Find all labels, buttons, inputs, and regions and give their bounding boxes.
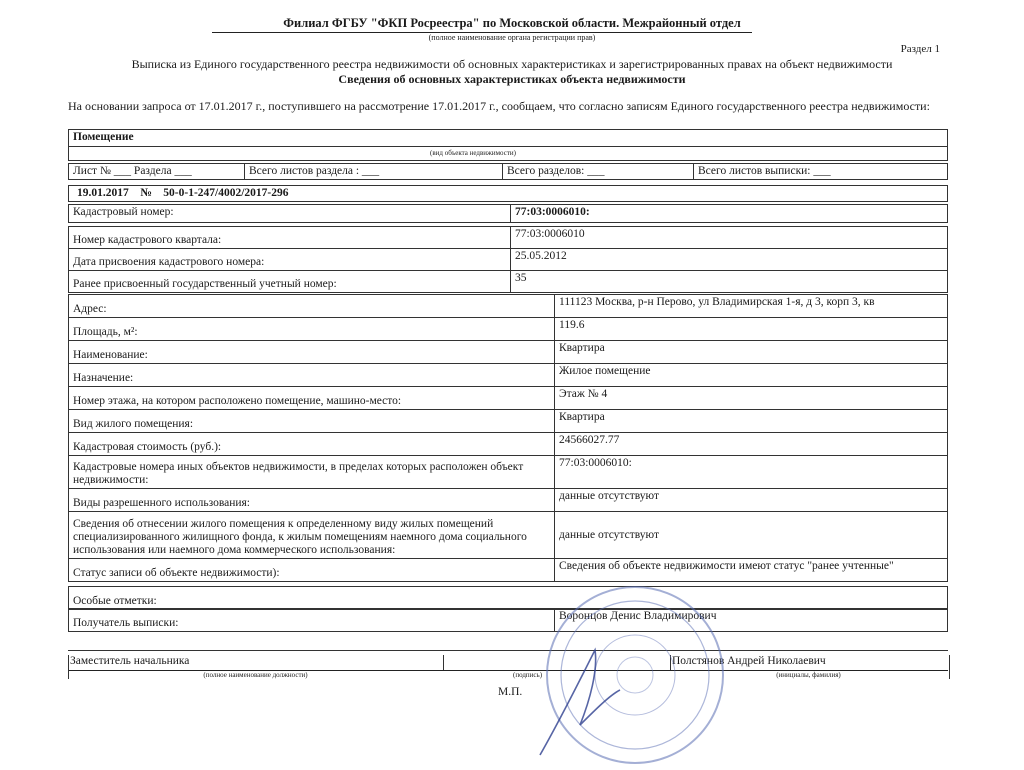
cadastral-number-block — [68, 204, 948, 223]
row-label: Статус записи об объекте недвижимости): — [69, 559, 555, 582]
position-caption: (полное наименование должности) — [203, 671, 308, 679]
row-label: Номер кадастрового квартала: — [69, 227, 511, 249]
sheet-number: Лист № ___ Раздела ___ — [69, 164, 245, 180]
row-value: данные отсутствуют — [555, 489, 948, 512]
row-label: Площадь, м²: — [69, 318, 555, 341]
object-type: Помещение — [69, 130, 948, 147]
row-label: Адрес: — [69, 295, 555, 318]
row-label: Назначение: — [69, 364, 555, 387]
notes-block — [68, 586, 948, 610]
row-label: Дата присвоения кадастрового номера: — [69, 249, 511, 271]
signature-frame — [68, 655, 950, 679]
row-label: Сведения об отнесении жилого помещения к определенному виду жилых помещений специализированного жилищного фонда, к жилым помещениям наемного дома социального использования или наемного дома коммерческого использования: — [69, 512, 555, 559]
total-sheets-section: Всего листов раздела : ___ — [245, 164, 503, 180]
signature-top-line — [68, 650, 948, 651]
section-label: Раздел 1 — [900, 43, 940, 55]
row-value: 77:03:0006010 — [511, 227, 948, 249]
row-label: Виды разрешенного использования: — [69, 489, 555, 512]
total-sections: Всего разделов: ___ — [503, 164, 694, 180]
row-value: Сведения об объекте недвижимости имеют статус "ранее учтенные" — [555, 559, 948, 582]
doc-number-row — [68, 185, 948, 202]
recipient-label: Получатель выписки: — [69, 609, 555, 632]
extract-subtitle: Сведения об основных характеристиках объекта недвижимости — [338, 72, 686, 86]
row-value: Этаж № 4 — [555, 387, 948, 410]
notes-label: Особые отметки: — [69, 587, 948, 610]
row-value: 24566027.77 — [555, 433, 948, 456]
row-value: 35 — [511, 271, 948, 293]
row-value: 77:03:0006010: — [555, 456, 948, 489]
row-value: Жилое помещение — [555, 364, 948, 387]
row-value: данные отсутствуют — [555, 512, 948, 559]
signer-position: Заместитель начальника — [70, 655, 190, 667]
row-label: Вид жилого помещения: — [69, 410, 555, 433]
recipient-block — [68, 608, 948, 632]
row-label: Ранее присвоенный государственный учетный номер: — [69, 271, 511, 293]
characteristics-block — [68, 294, 948, 582]
row-value: 111123 Москва, р-н Перово, ул Владимирская 1-я, д 3, корп 3, кв — [555, 295, 948, 318]
quarter-block — [68, 226, 948, 293]
object-type-caption-cell — [69, 147, 948, 161]
row-label: Кадастровые номера иных объектов недвижимости, в пределах которых расположен объект недвижимости: — [69, 456, 555, 489]
row-label: Кадастровый номер: — [69, 205, 511, 223]
row-label: Номер этажа, на котором расположено помещение, машино-место: — [69, 387, 555, 410]
row-value: Квартира — [555, 341, 948, 364]
row-value: 119.6 — [555, 318, 948, 341]
row-value: Квартира — [555, 410, 948, 433]
org-caption: (полное наименование органа регистрации прав) — [428, 33, 596, 42]
row-label: Наименование: — [69, 341, 555, 364]
recipient-value: Воронцов Денис Владимирович — [555, 609, 948, 632]
mp-label: М.П. — [498, 686, 523, 698]
object-type-caption: (вид объекта недвижимости) — [430, 149, 516, 157]
row-value: 25.05.2012 — [511, 249, 948, 271]
doc-number: 19.01.2017 № 50-0-1-247/4002/2017-296 — [69, 186, 948, 202]
basis-text: На основании запроса от 17.01.2017 г., поступившего на рассмотрение 17.01.2017 г., сообщаем, что согласно записям Единого государственного реестра недвижимости: — [68, 99, 930, 113]
sheet-counts-row — [68, 163, 948, 180]
total-sheets-extract: Всего листов выписки: ___ — [694, 164, 948, 180]
sign-caption: (подпись) — [513, 671, 543, 679]
row-label: Кадастровая стоимость (руб.): — [69, 433, 555, 456]
name-caption: (инициалы, фамилия) — [776, 671, 841, 679]
org-title: Филиал ФГБУ "ФКП Росреестра" по Московской области. Межрайонный отдел — [283, 16, 741, 30]
extract-title: Выписка из Единого государственного реестра недвижимости об основных характеристиках и зарегистрированных правах на объект недвижимости — [131, 57, 893, 71]
dash-line: _____ — [72, 640, 100, 652]
object-type-block — [68, 129, 948, 161]
signature-scribble — [520, 640, 640, 760]
signer-name: Полстянов Андрей Николаевич — [672, 655, 826, 667]
row-value: 77:03:0006010: — [511, 205, 948, 223]
